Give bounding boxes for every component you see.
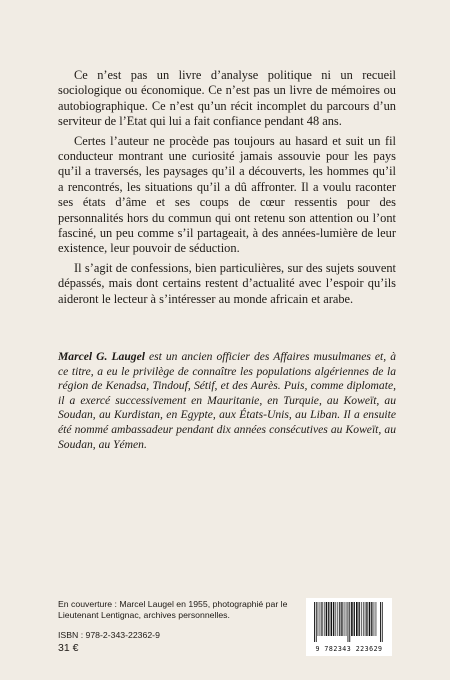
barcode-bar [365,602,366,636]
barcode-bar [337,602,338,636]
cover-credit: En couverture : Marcel Laugel en 1955, photographié par le Lieutenant Lentignac, archives personnelles. [58,599,288,620]
barcode-bar [374,602,375,636]
barcode-digits: 9 782343 223629 [315,645,383,653]
author-bio [58,350,396,452]
barcode-bar [331,602,333,636]
author-bio-text: est un ancien officier des Affaires musulmanes et, à ce titre, a eu le privilège de connaître les populations algériennes de la région de Kenadsa, Tindouf, Sétif, et des Aurès. Puis, comme diplomate, il a exercé successivement en Mauritanie, en Turquie, au Koweït, au Soudan, au Kurdistan, en Egypte, aux États-Unis, au Liban. Il a ensuite été nommé ambassadeur pendant dix années consécutives au Koweït, au Soudan, au Yémen. [58,350,396,451]
barcode-bar [371,602,372,636]
barcode-bar [369,602,371,636]
blurb-paragraph-3: Il s’agit de confessions, bien particulières, sur des sujets souvent dépassés, mais dont certains restent d’actualité avec l’espoir qu’ils aideront le lecteur à s’intéresser au monde africain et arabe. [58,260,396,306]
barcode-bar [339,602,340,636]
isbn-label: ISBN : 978-2-343-22362-9 [58,630,160,640]
barcode-bar [341,602,342,636]
barcode-bar [363,602,364,636]
barcode-bar [376,602,377,636]
barcode-bar [314,602,315,642]
barcode-bar [361,602,362,636]
barcode-bar [321,602,322,636]
barcode-bar [318,602,319,636]
barcode-bar [348,602,349,642]
barcode-bar [333,602,334,636]
author-name: Marcel G. Laugel [58,350,145,363]
price-label: 31 € [58,642,79,654]
barcode-bar [326,602,328,636]
barcode-bar [335,602,336,636]
blurb-paragraph-2: Certes l’auteur ne procède pas toujours au hasard et suit un fil conducteur montrant une curiosité jamais assouvie pour les pays qu’il a traversés, les paysages qu’il a découverts, les hommes qu’il a rencontrés, les situations qu’il a dû affronter. Il a voulu raconter ses états d’âme et ses coups de cœur ressentis pour des personnalités hors du commun qui ont retenu son attention ou l’ont fasciné, un peu comme s’il partageait, à des années-lumière de leur existence, leur pouvoir de séduction. [58,133,396,256]
barcode-bar [344,602,345,636]
barcode-bar [328,602,329,636]
barcode-bar [316,602,317,642]
blurb-paragraph-1: Ce n’est pas un livre d’analyse politique ni un recueil sociologique ou économique. Ce n’est pas un livre de mémoires ou autobiographique. Ce n’est qu’un récit incomplet du parcours d’un serviteur de l’Etat qui lui a fait confiance pendant 48 ans. [58,68,396,129]
barcode-bar [354,602,355,636]
barcode-bar [349,602,350,642]
barcode-bars [306,598,392,644]
barcode-bar [324,602,325,636]
barcode-bar [382,602,383,642]
barcode-bar [366,602,367,636]
barcode-bar [359,602,360,636]
barcode-bar [351,602,353,636]
barcode-bar [346,602,347,636]
barcode-bar [320,602,321,636]
barcode-bar [380,602,381,642]
barcode [306,598,392,656]
barcode-bar [356,602,358,636]
book-blurb [58,68,396,311]
